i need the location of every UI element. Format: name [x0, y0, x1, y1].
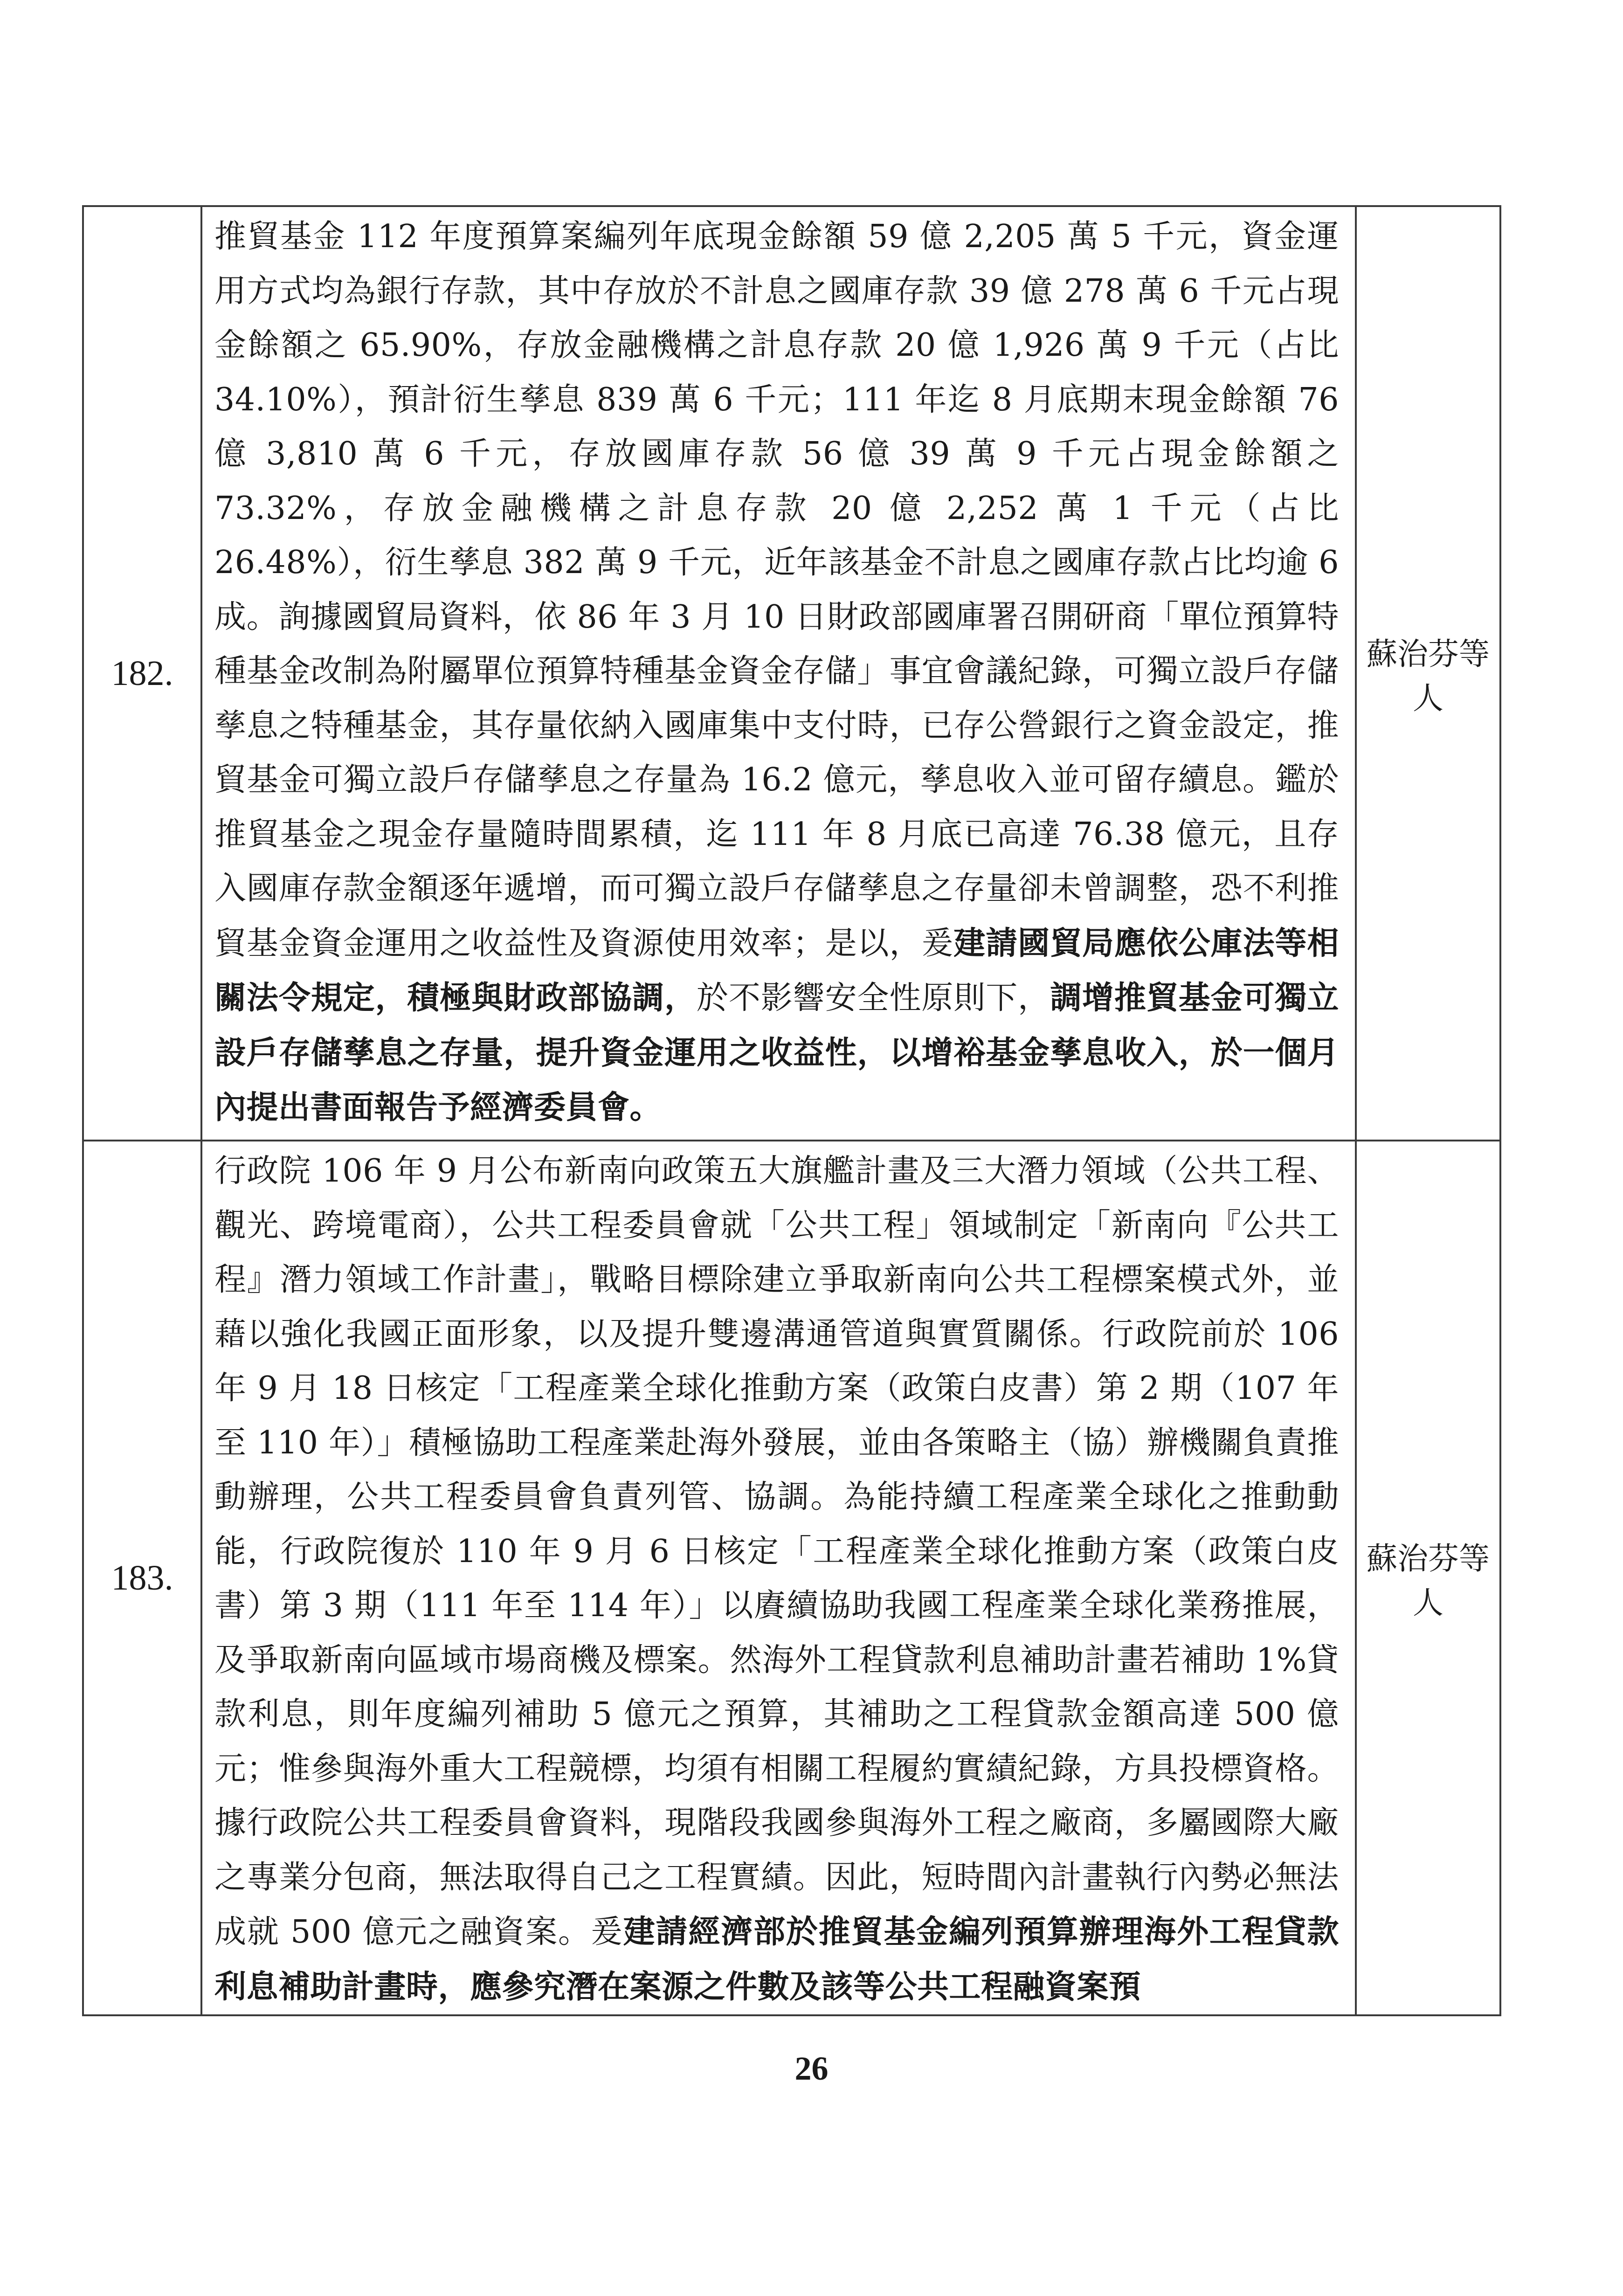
motion-text-plain: 行政院 106 年 9 月公布新南向政策五大旗艦計畫及三大潛力領域（公共工程、觀光、跨境電商），公共工程委員會就「公共工程」領域制定「新南向『公共工程』潛力領域工作計畫」，戰略目標除建立爭取新南向公共工程標案模式外，並藉以強化我國正面形象，以及提升雙邊溝通管道與實質關係。行政院前於 106 年 9 月 18 日核定「工程產業全球化推動方案（政策白皮書）第 2 期（107 年至 110 年）」積極協助工程產業赴海外發展，並由各策略主（協）辦機關負責推動辦理，公共工程委員會負責列管、協調。為能持續工程產業全球化之推動動能，行政院復於 110 年 9 月 6 日核定「工程產業全球化推動方案（政策白皮書）第 3 期（111 年至 114 年）」以賡續協助我國工程產業全球化業務推展，及爭取新南向區域市場商機及標案。然海外工程貸款利息補助計畫若補助 1%貸款利息，則年度編列補助 5 億元之預算，其補助之工程貸款金額高達 500 億元；惟參與海外重大工程競標，均須有相關工程履約實績紀錄，方具投標資格。據行政院公共工程委員會資料，現階段我國參與海外工程之廠商，多屬國際大廠之專業分包商，無法取得自己之工程實績。因此，短時間內計畫執行內勢必無法成就 500 億元之融資案。爰	[214, 1153, 1339, 1950]
motions-table	[82, 205, 1501, 2016]
proposer: 蘇治芬等人	[1356, 1141, 1500, 2015]
motion-text-plain: 推貿基金 112 年度預算案編列年底現金餘額 59 億 2,205 萬 5 千元，資金運用方式均為銀行存款，其中存放於不計息之國庫存款 39 億 278 萬 6 千元占現金餘額之 65.90%，存放金融機構之計息存款 20 億 1,926 萬 9 千元（占比 34.10%），預計衍生孳息 839 萬 6 千元；111 年迄 8 月底期末現金餘額 76 億 3,810 萬 6 千元，存放國庫存款 56 億 39 萬 9 千元占現金餘額之 73.32%，存放金融機構之計息存款 20 億 2,252 萬 1 千元（占比 26.48%），衍生孳息 382 萬 9 千元，近年該基金不計息之國庫存款占比均逾 6 成。詢據國貿局資料，依 86 年 3 月 10 日財政部國庫署召開研商「單位預算特種基金改制為附屬單位預算特種基金資金存儲」事宜會議紀錄，可獨立設戶存儲孳息之特種基金，其存量依納入國庫集中支付時，已存公營銀行之資金設定，推貿基金可獨立設戶存儲孳息之存量為 16.2 億元，孳息收入並可留存續息。鑑於推貿基金之現金存量隨時間累積，迄 111 年 8 月底已高達 76.38 億元，且存入國庫存款金額逐年遞增，而可獨立設戶存儲孳息之存量卻未曾調整，恐不利推貿基金資金運用之收益性及資源使用效率；是以，爰	[214, 218, 1339, 962]
item-number: 182.	[83, 206, 201, 1141]
motion-text-bold: 調增推貿基金可獨立設戶存儲孳息之存量，提升資金運用之收益性，以增裕基金孳息收入，於一個月內提出書面報告予經濟委員會。	[214, 979, 1339, 1126]
table-row	[83, 1141, 1500, 2015]
table-row	[83, 206, 1500, 1141]
item-number: 183.	[83, 1141, 201, 2015]
motion-text-cell	[201, 1141, 1356, 2015]
motion-text-plain: 於不影響安全性原則下，	[696, 980, 1050, 1017]
proposer: 蘇治芬等人	[1356, 206, 1500, 1141]
motion-text-bold: 建請經濟部於推貿基金編列預算辦理海外工程貸款利息補助計畫時，應參究潛在案源之件數及該等公共工程融資案預	[214, 1913, 1339, 2006]
motion-text-cell	[201, 206, 1356, 1141]
page-number: 26	[794, 2050, 829, 2087]
motion-text-bold: 建請國貿局應依公庫法等相關法令規定，積極與財政部協調，	[214, 924, 1339, 1017]
motion-text	[214, 1141, 1339, 2014]
motion-text	[214, 207, 1339, 1135]
